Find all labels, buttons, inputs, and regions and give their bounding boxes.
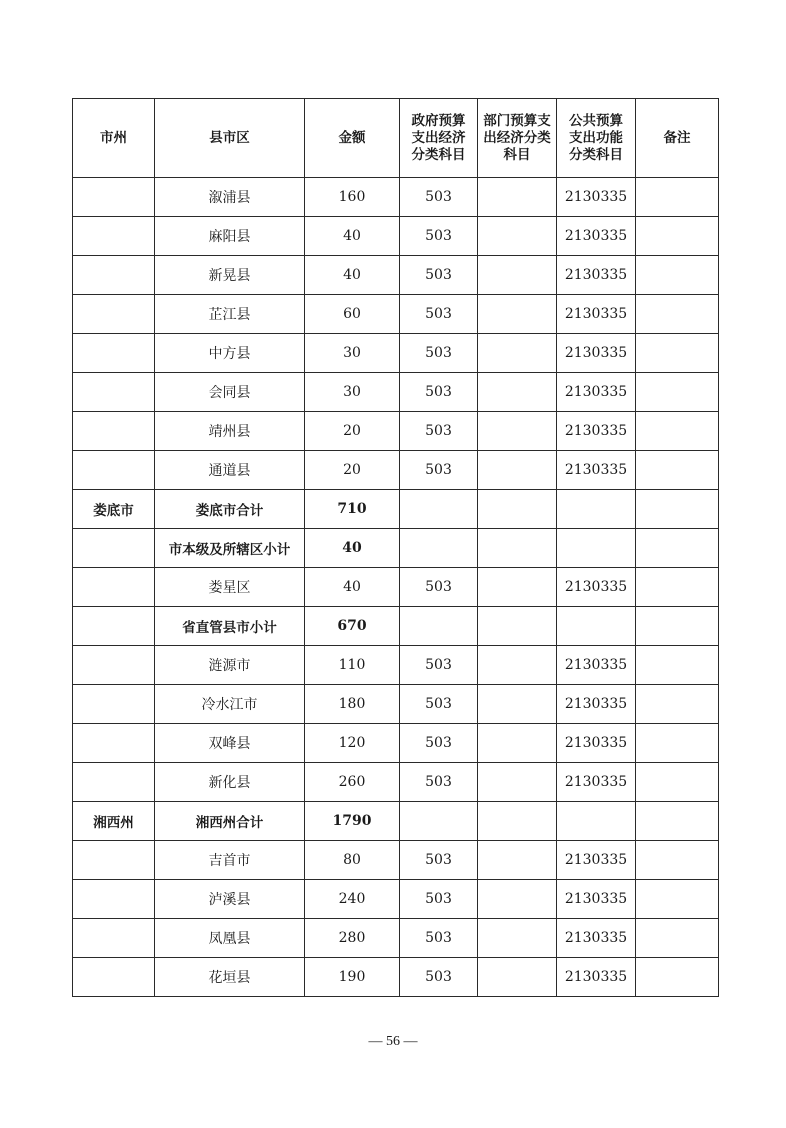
cell-amount: 20 [305,412,400,451]
table-row [73,529,719,568]
cell-county: 娄底市合计 [155,490,305,529]
cell-func-code: 2130335 [557,217,636,256]
header-gov-line2: 支出经济 [411,129,466,146]
cell-amount: 60 [305,295,400,334]
cell-county: 新化县 [155,763,305,802]
cell-gov-code: 503 [400,256,478,295]
cell-dept-code [478,724,557,763]
cell-dept-code [478,802,557,841]
cell-county: 市本级及所辖区小计 [155,529,305,568]
cell-func-code: 2130335 [557,958,636,997]
cell-note [636,568,719,607]
cell-county: 泸溪县 [155,880,305,919]
cell-func-code: 2130335 [557,568,636,607]
table-row [73,763,719,802]
cell-gov-code: 503 [400,178,478,217]
cell-amount: 40 [305,217,400,256]
header-note: 备注 [636,99,719,178]
cell-func-code: 2130335 [557,334,636,373]
cell-gov-code: 503 [400,763,478,802]
cell-func-code: 2130335 [557,841,636,880]
cell-gov-code: 503 [400,646,478,685]
cell-note [636,919,719,958]
cell-dept-code [478,451,557,490]
cell-func-code: 2130335 [557,646,636,685]
cell-county: 芷江县 [155,295,305,334]
cell-dept-code [478,178,557,217]
cell-func-code: 2130335 [557,451,636,490]
cell-gov-code: 503 [400,958,478,997]
cell-dept-code [478,217,557,256]
cell-dept-code [478,919,557,958]
cell-amount: 110 [305,646,400,685]
cell-dept-code [478,646,557,685]
cell-func-code: 2130335 [557,724,636,763]
header-func-line1: 公共预算 [569,112,623,129]
header-gov-line1: 政府预算 [411,112,466,129]
cell-gov-code: 503 [400,451,478,490]
cell-func-code: 2130335 [557,880,636,919]
cell-city [73,685,155,724]
cell-amount: 1790 [305,802,400,841]
cell-gov-code [400,802,478,841]
table-row [73,217,719,256]
cell-city [73,178,155,217]
cell-city [73,334,155,373]
cell-amount: 120 [305,724,400,763]
table-row [73,880,719,919]
cell-city [73,763,155,802]
cell-county: 双峰县 [155,724,305,763]
cell-gov-code [400,529,478,568]
table-row [73,178,719,217]
cell-note [636,529,719,568]
cell-city [73,529,155,568]
cell-gov-code: 503 [400,373,478,412]
cell-county: 娄星区 [155,568,305,607]
cell-amount: 160 [305,178,400,217]
cell-note [636,685,719,724]
cell-county: 湘西州合计 [155,802,305,841]
header-gov-line3: 分类科目 [411,146,466,163]
table-row [73,802,719,841]
cell-county: 会同县 [155,373,305,412]
table-header-row [73,99,719,178]
cell-amount: 240 [305,880,400,919]
cell-city [73,373,155,412]
cell-city [73,607,155,646]
cell-note [636,841,719,880]
cell-func-code [557,529,636,568]
cell-city [73,256,155,295]
cell-gov-code [400,490,478,529]
cell-amount: 40 [305,529,400,568]
cell-gov-code: 503 [400,295,478,334]
cell-county: 冷水江市 [155,685,305,724]
table-row [73,646,719,685]
cell-note [636,724,719,763]
cell-city [73,841,155,880]
table-row [73,334,719,373]
cell-city [73,958,155,997]
cell-func-code: 2130335 [557,178,636,217]
header-county: 县市区 [155,99,305,178]
cell-func-code: 2130335 [557,256,636,295]
cell-note [636,178,719,217]
cell-dept-code [478,958,557,997]
cell-county: 靖州县 [155,412,305,451]
header-dept-line2: 出经济分类 [483,129,551,146]
header-func-line3: 分类科目 [569,146,623,163]
cell-note [636,334,719,373]
cell-dept-code [478,841,557,880]
cell-func-code: 2130335 [557,919,636,958]
cell-gov-code [400,607,478,646]
cell-gov-code: 503 [400,568,478,607]
cell-dept-code [478,568,557,607]
cell-county: 花垣县 [155,958,305,997]
cell-city [73,295,155,334]
cell-county: 凤凰县 [155,919,305,958]
cell-dept-code [478,373,557,412]
table-row [73,568,719,607]
cell-gov-code: 503 [400,919,478,958]
cell-amount: 260 [305,763,400,802]
cell-amount: 40 [305,568,400,607]
header-dept-line3: 科目 [503,146,531,163]
cell-city [73,646,155,685]
table-row [73,919,719,958]
cell-county: 吉首市 [155,841,305,880]
cell-dept-code [478,763,557,802]
cell-note [636,763,719,802]
cell-dept-code [478,412,557,451]
cell-dept-code [478,490,557,529]
table-row [73,412,719,451]
table-row [73,256,719,295]
cell-func-code: 2130335 [557,373,636,412]
cell-note [636,646,719,685]
cell-gov-code: 503 [400,685,478,724]
header-city: 市州 [73,99,155,178]
cell-gov-code: 503 [400,412,478,451]
table-row [73,490,719,529]
cell-note [636,490,719,529]
cell-func-code [557,607,636,646]
table-row [73,685,719,724]
cell-amount: 80 [305,841,400,880]
cell-dept-code [478,334,557,373]
cell-county: 新晃县 [155,256,305,295]
cell-note [636,256,719,295]
cell-dept-code [478,685,557,724]
cell-county: 麻阳县 [155,217,305,256]
header-func-line2: 支出功能 [569,129,623,146]
cell-city [73,724,155,763]
cell-note [636,295,719,334]
cell-amount: 180 [305,685,400,724]
cell-note [636,802,719,841]
cell-city: 湘西州 [73,802,155,841]
cell-county: 溆浦县 [155,178,305,217]
cell-county: 涟源市 [155,646,305,685]
cell-city [73,451,155,490]
table-row [73,451,719,490]
cell-func-code: 2130335 [557,412,636,451]
cell-func-code: 2130335 [557,685,636,724]
cell-gov-code: 503 [400,334,478,373]
cell-note [636,880,719,919]
cell-dept-code [478,607,557,646]
table-row [73,958,719,997]
cell-city: 娄底市 [73,490,155,529]
header-dept-econ-code [478,99,557,178]
cell-dept-code [478,529,557,568]
table-row [73,295,719,334]
cell-amount: 30 [305,373,400,412]
cell-gov-code: 503 [400,841,478,880]
cell-city [73,412,155,451]
cell-dept-code [478,295,557,334]
cell-func-code [557,802,636,841]
cell-dept-code [478,256,557,295]
cell-county: 通道县 [155,451,305,490]
cell-city [73,880,155,919]
cell-gov-code: 503 [400,880,478,919]
header-gov-econ-code [400,99,478,178]
table-row [73,373,719,412]
header-amount: 金额 [305,99,400,178]
cell-amount: 40 [305,256,400,295]
header-func-code [557,99,636,178]
table-row [73,607,719,646]
cell-amount: 670 [305,607,400,646]
cell-note [636,451,719,490]
cell-dept-code [478,880,557,919]
cell-amount: 280 [305,919,400,958]
cell-amount: 710 [305,490,400,529]
cell-note [636,607,719,646]
cell-city [73,919,155,958]
allocation-table [72,98,719,997]
cell-gov-code: 503 [400,217,478,256]
cell-city [73,217,155,256]
cell-note [636,217,719,256]
cell-amount: 20 [305,451,400,490]
cell-note [636,373,719,412]
table-row [73,841,719,880]
table-row [73,724,719,763]
page-number: — 56 — [368,1034,418,1049]
cell-gov-code: 503 [400,724,478,763]
table-body [73,178,719,997]
cell-note [636,412,719,451]
cell-func-code: 2130335 [557,295,636,334]
cell-city [73,568,155,607]
cell-note [636,958,719,997]
cell-amount: 190 [305,958,400,997]
cell-amount: 30 [305,334,400,373]
header-dept-line1: 部门预算支 [483,112,551,129]
cell-county: 中方县 [155,334,305,373]
cell-func-code [557,490,636,529]
cell-func-code: 2130335 [557,763,636,802]
cell-county: 省直管县市小计 [155,607,305,646]
